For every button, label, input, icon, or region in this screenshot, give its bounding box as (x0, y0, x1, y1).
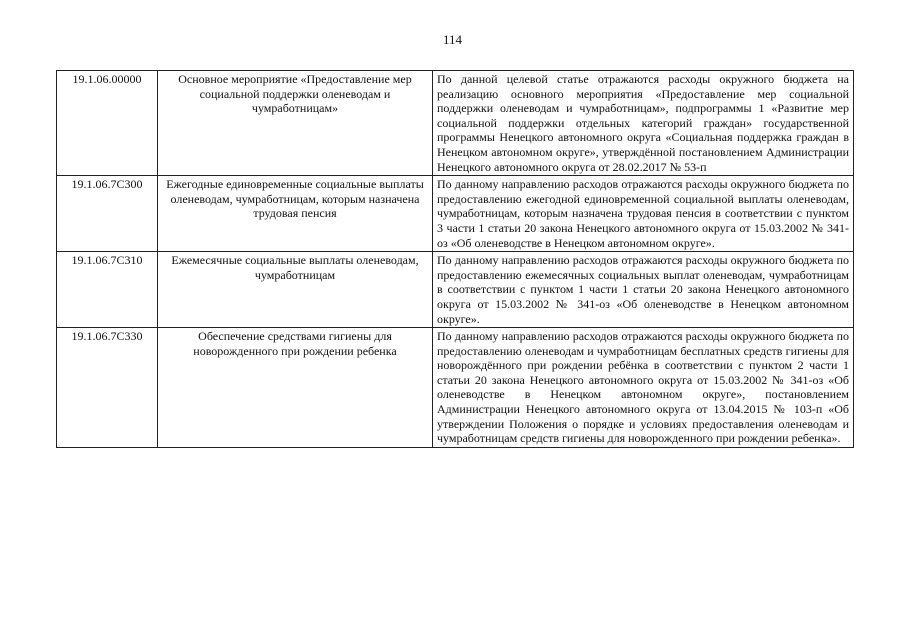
table-row (57, 71, 854, 176)
item-name-cell: Ежемесячные социальные выплаты оленеводам, чумработницам (158, 252, 433, 328)
item-description-cell: По данному направлению расходов отражаются расходы окружного бюджета по предоставлению ежемесячных социальных выплат оленеводам, чумработницам в соответствии с пунктом 1 части 1 статьи 20 закона Ненецкого автономного округа от 15.03.2002 № 341-оз «Об оленеводстве в Ненецком автономном округе». (433, 252, 854, 328)
item-name-cell: Обеспечение средствами гигиены для новорожденного при рождении ребенка (158, 328, 433, 448)
item-description-cell: По данному направлению расходов отражаются расходы окружного бюджета по предоставлению ежегодной единовременной социальной выплаты оленеводам, чумработницам, которым назначена трудовая пенсия в соответствии с пунктом 3 части 1 статьи 20 закона Ненецкого автономного округа от 15.03.2002 № 341-оз «Об оленеводстве в Ненецком автономном округе». (433, 176, 854, 252)
item-name-cell: Ежегодные единовременные социальные выплаты оленеводам, чумработницам, которым назначена трудовая пенсия (158, 176, 433, 252)
item-description-cell: По данной целевой статье отражаются расходы окружного бюджета на реализацию основного мероприятия «Предоставление мер социальной поддержки оленеводам и чумработницам», подпрограммы 1 «Развитие мер социальной поддержки отдельных категорий граждан» государственной программы Ненецкого автономного округа «Социальная поддержка граждан в Ненецком автономном округе», утверждённой постановлением Администрации Ненецкого автономного округа от 28.02.2017 № 53-п (433, 71, 854, 176)
table-row (57, 328, 854, 448)
item-description-cell: По данному направлению расходов отражаются расходы окружного бюджета по предоставлению оленеводам и чумработницам бесплатных средств гигиены для новорождённого при рождении ребёнка в соответствии с пунктом 2 части 1 статьи 20 закона Ненецкого автономного округа от 15.03.2002 № 341-оз «Об оленеводстве в Ненецком автономном округе», постановлением Администрации Ненецкого автономного округа от 13.04.2015 № 103-п «Об утверждении Положения о порядке и условиях предоставления оленеводам и чумработницам средств гигиены для новорожденного при рождении ребенка». (433, 328, 854, 448)
page-number: 114 (442, 32, 463, 47)
item-name-cell: Основное мероприятие «Предоставление мер социальной поддержки оленеводам и чумработницам» (158, 71, 433, 176)
budget-classification-table (56, 70, 854, 448)
table-row (57, 252, 854, 328)
table-row (57, 176, 854, 252)
budget-code-cell: 19.1.06.00000 (57, 71, 158, 176)
budget-code-cell: 19.1.06.7С330 (57, 328, 158, 448)
budget-code-cell: 19.1.06.7С300 (57, 176, 158, 252)
budget-code-cell: 19.1.06.7С310 (57, 252, 158, 328)
